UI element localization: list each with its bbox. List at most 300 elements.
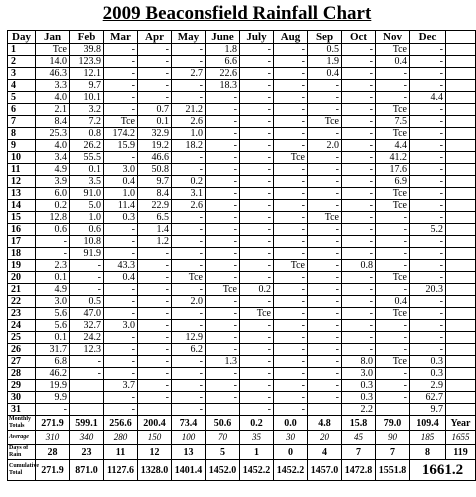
rainfall-cell: - xyxy=(410,104,446,116)
rainfall-cell: - xyxy=(240,176,274,188)
cumulative-row xyxy=(8,460,476,481)
rainfall-cell: - xyxy=(206,260,240,272)
stat-cell: 4 xyxy=(308,445,342,460)
rainfall-cell: - xyxy=(104,104,138,116)
rainfall-cell: 3.0 xyxy=(104,320,138,332)
rainfall-cell: - xyxy=(342,248,376,260)
rainfall-cell: - xyxy=(240,104,274,116)
rainfall-cell: 50.8 xyxy=(138,164,172,176)
rainfall-cell: 4.4 xyxy=(376,140,410,152)
rainfall-cell: Tce xyxy=(376,44,410,56)
rainfall-cell: - xyxy=(274,80,308,92)
rainfall-cell: - xyxy=(342,104,376,116)
rainfall-cell: - xyxy=(206,236,240,248)
rainfall-cell: - xyxy=(172,320,206,332)
rainfall-cell: 6.0 xyxy=(36,188,70,200)
stat-cell: 1452.0 xyxy=(206,460,240,481)
rainfall-cell: 0.3 xyxy=(342,380,376,392)
rainfall-cell: - xyxy=(342,272,376,284)
rainfall-cell: 3.1 xyxy=(172,188,206,200)
rainfall-cell: - xyxy=(104,296,138,308)
rainfall-cell: 19.2 xyxy=(138,140,172,152)
rainfall-cell: - xyxy=(104,308,138,320)
rainfall-cell: - xyxy=(172,224,206,236)
day-number: 20 xyxy=(8,272,36,284)
rainfall-cell: - xyxy=(308,344,342,356)
rainfall-cell: - xyxy=(410,260,446,272)
day-number: 12 xyxy=(8,176,36,188)
rainfall-cell: - xyxy=(274,272,308,284)
rainfall-cell: 123.9 xyxy=(70,56,104,68)
year-cell xyxy=(446,248,476,260)
year-cell xyxy=(446,140,476,152)
rainfall-cell: 2.7 xyxy=(172,68,206,80)
stat-cell: 20 xyxy=(308,431,342,445)
rainfall-cell: - xyxy=(240,80,274,92)
rainfall-cell: - xyxy=(104,236,138,248)
rainfall-cell: 43.3 xyxy=(104,260,138,272)
day-number: 16 xyxy=(8,224,36,236)
rainfall-cell: Tce xyxy=(172,272,206,284)
rainfall-cell: - xyxy=(206,188,240,200)
rainfall-cell: 7.2 xyxy=(70,116,104,128)
rainfall-cell: - xyxy=(172,56,206,68)
rainfall-cell: - xyxy=(274,380,308,392)
stat-cell: 70 xyxy=(206,431,240,445)
rainfall-cell: 0.4 xyxy=(308,68,342,80)
row-label: Average xyxy=(8,431,36,445)
rainfall-cell: - xyxy=(240,248,274,260)
rainfall-cell: - xyxy=(172,152,206,164)
rainfall-cell xyxy=(138,404,172,416)
year-cell xyxy=(446,368,476,380)
year-cell xyxy=(446,380,476,392)
stat-cell: 13 xyxy=(172,445,206,460)
rainfall-cell: - xyxy=(410,44,446,56)
stat-cell: 12 xyxy=(138,445,172,460)
rainfall-cell: - xyxy=(104,56,138,68)
stat-cell: 0.2 xyxy=(240,416,274,431)
year-cell xyxy=(446,104,476,116)
rainfall-cell: - xyxy=(274,140,308,152)
rainfall-cell: - xyxy=(206,200,240,212)
rainfall-cell: Tce xyxy=(376,188,410,200)
year-cell xyxy=(446,212,476,224)
rainfall-cell: 31.7 xyxy=(36,344,70,356)
stat-cell: 50.6 xyxy=(206,416,240,431)
rainfall-cell: 6.9 xyxy=(376,176,410,188)
day-row xyxy=(8,56,476,68)
day-number: 31 xyxy=(8,404,36,416)
rainfall-cell: - xyxy=(376,92,410,104)
rainfall-cell: - xyxy=(206,116,240,128)
year-cell xyxy=(446,176,476,188)
rainfall-cell: - xyxy=(274,116,308,128)
rainfall-cell: 4.0 xyxy=(36,140,70,152)
rainfall-cell: - xyxy=(308,128,342,140)
rainfall-cell: 3.0 xyxy=(342,368,376,380)
rainfall-cell: 0.5 xyxy=(70,296,104,308)
rainfall-cell: - xyxy=(308,176,342,188)
rainfall-cell: - xyxy=(172,404,206,416)
rainfall-cell: 3.2 xyxy=(70,104,104,116)
rainfall-cell: 3.5 xyxy=(70,176,104,188)
rainfall-cell: - xyxy=(342,116,376,128)
rainfall-cell: - xyxy=(70,284,104,296)
rainfall-cell: - xyxy=(206,176,240,188)
rainfall-cell: - xyxy=(104,404,138,416)
stat-cell: 271.9 xyxy=(36,460,70,481)
day-number: 27 xyxy=(8,356,36,368)
rainfall-cell: - xyxy=(308,284,342,296)
rainfall-cell: 20.3 xyxy=(410,284,446,296)
rainfall-cell: - xyxy=(274,56,308,68)
rainfall-cell: - xyxy=(308,224,342,236)
year-cell xyxy=(446,188,476,200)
rainfall-cell: - xyxy=(240,200,274,212)
rainfall-cell: - xyxy=(70,356,104,368)
rainfall-cell: 22.9 xyxy=(138,200,172,212)
rainfall-cell: - xyxy=(138,308,172,320)
rainfall-cell: - xyxy=(410,248,446,260)
rainfall-cell: - xyxy=(70,260,104,272)
rainfall-cell: - xyxy=(70,272,104,284)
rainfall-cell: - xyxy=(342,308,376,320)
stat-cell: 271.9 xyxy=(36,416,70,431)
rainfall-cell: 2.3 xyxy=(36,260,70,272)
stat-cell: 1457.0 xyxy=(308,460,342,481)
rainfall-cell: 46.2 xyxy=(36,368,70,380)
rainfall-cell: Tce xyxy=(104,116,138,128)
rainfall-cell: - xyxy=(342,188,376,200)
rainfall-cell: 12.1 xyxy=(70,68,104,80)
average-row xyxy=(8,431,476,445)
stat-cell: 8 xyxy=(410,445,446,460)
rainfall-cell: - xyxy=(240,404,274,416)
rainfall-cell: - xyxy=(274,92,308,104)
year-label: Year xyxy=(446,416,476,431)
rainfall-cell: - xyxy=(410,236,446,248)
rainfall-cell: 62.7 xyxy=(410,392,446,404)
rainfall-cell: 7.5 xyxy=(376,116,410,128)
rainfall-cell: 26.2 xyxy=(70,140,104,152)
day-number: 14 xyxy=(8,200,36,212)
stat-cell: 73.4 xyxy=(172,416,206,431)
rainfall-cell: - xyxy=(308,188,342,200)
month-header: Aug xyxy=(274,31,308,44)
rainfall-cell: - xyxy=(172,92,206,104)
stat-cell: 1452.2 xyxy=(274,460,308,481)
rainfall-cell: - xyxy=(274,176,308,188)
day-number: 1 xyxy=(8,44,36,56)
year-cell xyxy=(446,272,476,284)
stat-cell: 35 xyxy=(240,431,274,445)
rainfall-cell: - xyxy=(274,392,308,404)
rainfall-cell: - xyxy=(240,44,274,56)
rainfall-cell: - xyxy=(138,56,172,68)
stat-cell: 23 xyxy=(70,445,104,460)
rainfall-cell: - xyxy=(308,380,342,392)
rainfall-cell: Tce xyxy=(206,284,240,296)
rainfall-cell: - xyxy=(206,164,240,176)
rainfall-cell: 0.1 xyxy=(70,164,104,176)
rainfall-cell: - xyxy=(274,44,308,56)
stat-cell: 79.0 xyxy=(376,416,410,431)
stat-cell: 109.4 xyxy=(410,416,446,431)
rainfall-cell: 0.5 xyxy=(308,44,342,56)
rainfall-cell: - xyxy=(172,380,206,392)
rainfall-cell: - xyxy=(376,380,410,392)
rainfall-cell: - xyxy=(138,284,172,296)
day-number: 11 xyxy=(8,164,36,176)
rainfall-cell: - xyxy=(240,236,274,248)
day-row xyxy=(8,164,476,176)
rainfall-cell: 0.7 xyxy=(138,104,172,116)
rainfall-cell: 0.6 xyxy=(36,224,70,236)
rainfall-cell: - xyxy=(342,56,376,68)
rainfall-cell: - xyxy=(138,272,172,284)
rainfall-cell: - xyxy=(342,320,376,332)
rainfall-cell: 4.4 xyxy=(410,92,446,104)
rainfall-cell: - xyxy=(308,80,342,92)
rainfall-cell: 6.5 xyxy=(138,212,172,224)
rainfall-cell: - xyxy=(240,380,274,392)
rainfall-cell: - xyxy=(240,224,274,236)
rainfall-cell: - xyxy=(172,260,206,272)
stat-cell: 1 xyxy=(240,445,274,460)
rainfall-cell xyxy=(70,380,104,392)
rainfall-cell: - xyxy=(206,224,240,236)
rainfall-cell: - xyxy=(240,296,274,308)
year-cell xyxy=(446,80,476,92)
rainfall-cell: - xyxy=(172,308,206,320)
rainfall-cell: - xyxy=(138,344,172,356)
rainfall-cell: 3.4 xyxy=(36,152,70,164)
day-row xyxy=(8,236,476,248)
day-row xyxy=(8,128,476,140)
rainfall-cell: 9.7 xyxy=(138,176,172,188)
stat-cell: 1655 xyxy=(446,431,476,445)
rainfall-cell: - xyxy=(36,236,70,248)
rainfall-cell: - xyxy=(172,392,206,404)
year-cell xyxy=(446,92,476,104)
stat-cell: 280 xyxy=(104,431,138,445)
stat-cell: 200.4 xyxy=(138,416,172,431)
month-header: Jan xyxy=(36,31,70,44)
rainfall-cell: - xyxy=(274,296,308,308)
rainfall-cell: 1.0 xyxy=(104,188,138,200)
rainfall-cell: 2.9 xyxy=(410,380,446,392)
rainfall-cell: - xyxy=(410,68,446,80)
rainfall-cell: 2.1 xyxy=(36,104,70,116)
stat-cell: 5 xyxy=(206,445,240,460)
rainfall-cell: - xyxy=(308,164,342,176)
rainfall-cell: 91.0 xyxy=(70,188,104,200)
day-header: Day xyxy=(8,31,36,44)
rainfall-cell: - xyxy=(308,236,342,248)
stat-cell: 256.6 xyxy=(104,416,138,431)
day-number: 26 xyxy=(8,344,36,356)
rainfall-cell: - xyxy=(274,284,308,296)
monthly-totals-row xyxy=(8,416,476,431)
rainfall-cell: - xyxy=(206,392,240,404)
rainfall-cell: - xyxy=(172,248,206,260)
rainfall-cell: 5.2 xyxy=(410,224,446,236)
rainfall-cell: - xyxy=(410,332,446,344)
rainfall-cell: 46.3 xyxy=(36,68,70,80)
rainfall-cell: - xyxy=(342,344,376,356)
rainfall-cell: 0.6 xyxy=(70,224,104,236)
day-number: 28 xyxy=(8,368,36,380)
rainfall-cell: 1.0 xyxy=(172,128,206,140)
rainfall-cell xyxy=(308,404,342,416)
rainfall-cell: 39.8 xyxy=(70,44,104,56)
rainfall-cell: - xyxy=(308,308,342,320)
month-header: Oct xyxy=(342,31,376,44)
day-number: 24 xyxy=(8,320,36,332)
rainfall-cell: 4.9 xyxy=(36,164,70,176)
rainfall-cell: - xyxy=(274,356,308,368)
stat-cell: 150 xyxy=(138,431,172,445)
rainfall-cell: - xyxy=(240,260,274,272)
rainfall-cell: - xyxy=(240,356,274,368)
rainfall-cell: - xyxy=(104,92,138,104)
day-row xyxy=(8,248,476,260)
rainfall-cell: - xyxy=(376,236,410,248)
rainfall-cell: 24.2 xyxy=(70,332,104,344)
rainfall-cell: - xyxy=(240,332,274,344)
rainfall-cell: - xyxy=(240,212,274,224)
rainfall-cell: - xyxy=(138,68,172,80)
rainfall-cell: - xyxy=(240,116,274,128)
rainfall-cell: 22.6 xyxy=(206,68,240,80)
stat-cell: 1401.4 xyxy=(172,460,206,481)
stat-cell: 1452.2 xyxy=(240,460,274,481)
row-label: Cumulative Total xyxy=(8,460,36,481)
rainfall-cell: 10.8 xyxy=(70,236,104,248)
rainfall-cell: - xyxy=(308,392,342,404)
year-cell xyxy=(446,404,476,416)
day-row xyxy=(8,212,476,224)
rainfall-cell: - xyxy=(274,248,308,260)
rainfall-cell: 5.6 xyxy=(36,308,70,320)
rainfall-cell: - xyxy=(206,368,240,380)
page-title: 2009 Beaconsfield Rainfall Chart xyxy=(102,3,372,24)
year-cell xyxy=(446,308,476,320)
rainfall-cell: - xyxy=(342,284,376,296)
rainfall-cell: - xyxy=(410,80,446,92)
rainfall-cell: - xyxy=(410,128,446,140)
month-header: Mar xyxy=(104,31,138,44)
rainfall-cell: - xyxy=(308,248,342,260)
rainfall-cell: - xyxy=(104,152,138,164)
stat-cell: 340 xyxy=(70,431,104,445)
rainfall-cell: 0.4 xyxy=(376,296,410,308)
rainfall-cell: - xyxy=(206,104,240,116)
day-row xyxy=(8,92,476,104)
rainfall-cell: 32.7 xyxy=(70,320,104,332)
month-header: Nov xyxy=(376,31,410,44)
day-number: 25 xyxy=(8,332,36,344)
day-number: 15 xyxy=(8,212,36,224)
rainfall-cell: - xyxy=(138,380,172,392)
rainfall-cell: 12.9 xyxy=(172,332,206,344)
rainfall-cell: - xyxy=(308,272,342,284)
stat-cell: 0 xyxy=(274,445,308,460)
rainfall-cell: - xyxy=(240,164,274,176)
day-number: 5 xyxy=(8,92,36,104)
rainfall-cell: 0.1 xyxy=(36,332,70,344)
day-number: 2 xyxy=(8,56,36,68)
rainfall-cell: - xyxy=(274,308,308,320)
rainfall-cell: - xyxy=(274,212,308,224)
rainfall-cell: - xyxy=(376,260,410,272)
rainfall-cell: Tce xyxy=(308,116,342,128)
day-number: 18 xyxy=(8,248,36,260)
rainfall-cell: - xyxy=(308,200,342,212)
day-row xyxy=(8,260,476,272)
rainfall-cell: - xyxy=(274,332,308,344)
rainfall-cell: - xyxy=(376,212,410,224)
rainfall-cell: - xyxy=(410,152,446,164)
rainfall-cell: 1.2 xyxy=(138,236,172,248)
year-cell xyxy=(446,320,476,332)
rainfall-cell: 47.0 xyxy=(70,308,104,320)
rainfall-cell: - xyxy=(342,140,376,152)
rainfall-cell: - xyxy=(274,404,308,416)
rainfall-cell: - xyxy=(206,248,240,260)
rainfall-cell: 1.9 xyxy=(308,56,342,68)
rainfall-cell: - xyxy=(172,368,206,380)
rainfall-cell: - xyxy=(274,164,308,176)
year-cell xyxy=(446,284,476,296)
day-row xyxy=(8,80,476,92)
rainfall-cell: - xyxy=(342,200,376,212)
rainfall-cell: - xyxy=(308,296,342,308)
year-header xyxy=(446,31,476,44)
rainfall-cell: - xyxy=(138,320,172,332)
rainfall-cell: - xyxy=(410,296,446,308)
rainfall-cell: - xyxy=(274,368,308,380)
rainfall-cell: 3.0 xyxy=(104,164,138,176)
rainfall-cell: - xyxy=(240,56,274,68)
day-number: 17 xyxy=(8,236,36,248)
rainfall-cell: - xyxy=(410,56,446,68)
day-number: 29 xyxy=(8,380,36,392)
rainfall-cell: 25.3 xyxy=(36,128,70,140)
rainfall-cell: - xyxy=(138,368,172,380)
rainfall-cell: 174.2 xyxy=(104,128,138,140)
year-cell xyxy=(446,260,476,272)
rainfall-cell: - xyxy=(410,212,446,224)
rainfall-cell: 0.3 xyxy=(410,368,446,380)
year-cell xyxy=(446,224,476,236)
rainfall-cell: - xyxy=(274,344,308,356)
rainfall-cell: - xyxy=(342,80,376,92)
rainfall-cell: 3.3 xyxy=(36,80,70,92)
rainfall-cell: Tce xyxy=(376,308,410,320)
year-cell xyxy=(446,164,476,176)
rainfall-cell: - xyxy=(138,260,172,272)
rainfall-cell: - xyxy=(342,152,376,164)
rainfall-cell: - xyxy=(274,128,308,140)
stat-cell: 90 xyxy=(376,431,410,445)
day-row xyxy=(8,404,476,416)
rainfall-cell: - xyxy=(206,212,240,224)
stat-cell: 119 xyxy=(446,445,476,460)
year-cell xyxy=(446,356,476,368)
rainfall-cell: - xyxy=(172,356,206,368)
